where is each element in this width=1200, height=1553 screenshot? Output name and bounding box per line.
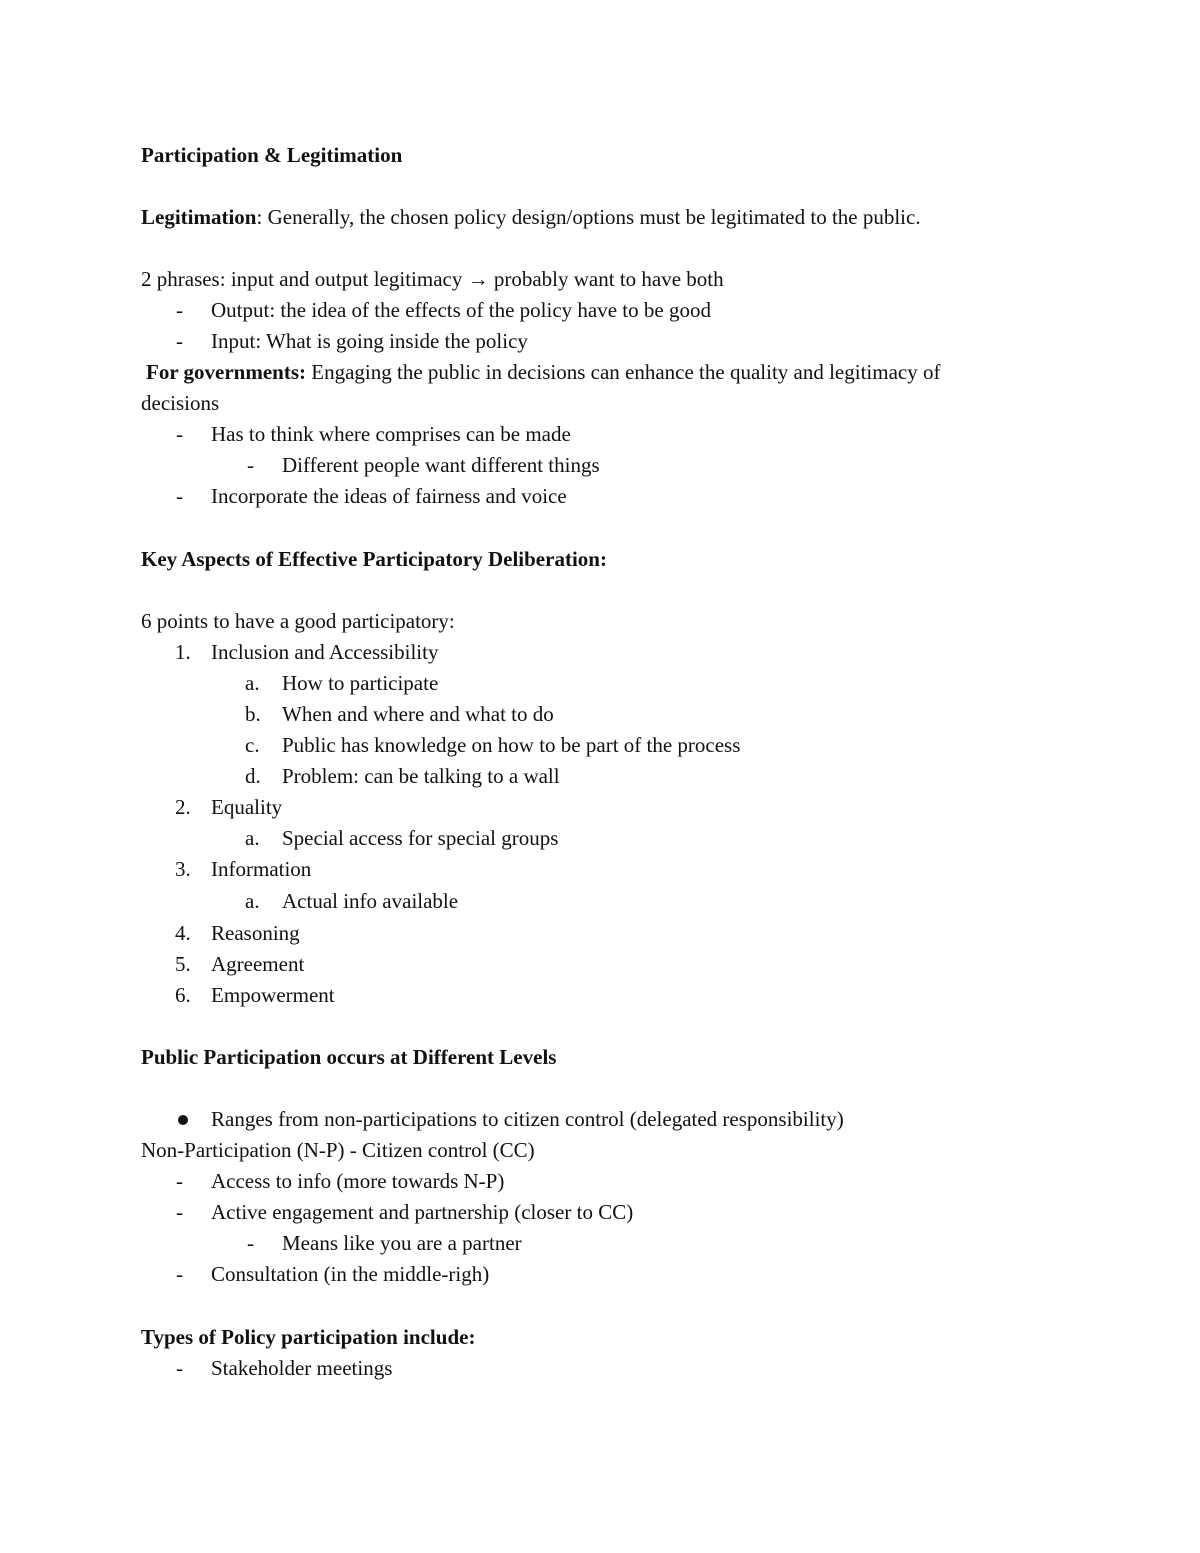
dash-marker: -: [247, 453, 254, 477]
phrases-intro: 2 phrases: input and output legitimacy → probably want to have both: [141, 267, 724, 291]
list-item: Agreement: [211, 952, 305, 976]
legitimation-term: Legitimation: [141, 205, 257, 229]
list-number: 3.: [175, 857, 191, 881]
governments-label: For governments:: [146, 360, 306, 384]
dash-marker: -: [176, 329, 183, 353]
legitimation-text: : Generally, the chosen policy design/options must be legitimated to the public.: [256, 205, 921, 229]
list-item: Ranges from non-participations to citizen control (delegated responsibility): [211, 1107, 844, 1131]
list-letter: a.: [245, 826, 260, 850]
levels-heading: Public Participation occurs at Different Levels: [141, 1045, 557, 1069]
list-item: Public has knowledge on how to be part of the process: [282, 733, 741, 757]
levels-scale: Non-Participation (N-P) - Citizen control (CC): [141, 1138, 535, 1162]
list-item: Actual info available: [282, 889, 459, 913]
list-item: Means like you are a partner: [282, 1231, 522, 1255]
list-number: 6.: [175, 983, 191, 1007]
list-item: Has to think where comprises can be made: [211, 422, 571, 446]
dash-marker: -: [176, 1262, 183, 1286]
bullet-icon: [178, 1115, 188, 1125]
list-letter: a.: [245, 671, 260, 695]
list-item: Different people want different things: [282, 453, 600, 477]
governments-text-continued: decisions: [141, 391, 220, 415]
list-item: Reasoning: [211, 921, 300, 945]
list-item: Special access for special groups: [282, 826, 559, 850]
list-item: Empowerment: [211, 983, 335, 1007]
list-letter: a.: [245, 889, 260, 913]
types-heading: Types of Policy participation include:: [141, 1325, 476, 1349]
list-item: Inclusion and Accessibility: [211, 640, 439, 664]
list-item: Equality: [211, 795, 283, 819]
dash-marker: -: [176, 422, 183, 446]
list-item: Consultation (in the middle-righ): [211, 1262, 490, 1286]
list-letter: c.: [245, 733, 260, 757]
list-number: 4.: [175, 921, 191, 945]
list-item: How to participate: [282, 671, 439, 695]
key-aspects-heading: Key Aspects of Effective Participatory Deliberation:: [141, 547, 607, 571]
page-title: Participation & Legitimation: [141, 143, 403, 167]
list-number: 5.: [175, 952, 191, 976]
dash-marker: -: [176, 1200, 183, 1224]
dash-marker: -: [176, 1169, 183, 1193]
list-number: 1.: [175, 640, 191, 664]
dash-marker: -: [176, 484, 183, 508]
list-letter: d.: [245, 764, 261, 788]
list-item: Access to info (more towards N-P): [211, 1169, 505, 1193]
legitimation-definition: [141, 202, 921, 233]
list-item: Incorporate the ideas of fairness and voice: [211, 484, 567, 508]
list-item: Information: [211, 857, 312, 881]
dash-marker: -: [176, 1356, 183, 1380]
governments-text: Engaging the public in decisions can enhance the quality and legitimacy of: [306, 360, 941, 384]
list-number: 2.: [175, 795, 191, 819]
list-item: Stakeholder meetings: [211, 1356, 393, 1380]
dash-marker: -: [247, 1231, 254, 1255]
key-aspects-intro: 6 points to have a good participatory:: [141, 609, 455, 633]
list-item: Active engagement and partnership (closer to CC): [211, 1200, 634, 1224]
list-letter: b.: [245, 702, 261, 726]
governments-paragraph: [146, 357, 940, 388]
list-item: When and where and what to do: [282, 702, 554, 726]
list-item: Problem: can be talking to a wall: [282, 764, 560, 788]
list-item: Output: the idea of the effects of the policy have to be good: [211, 298, 711, 322]
dash-marker: -: [176, 298, 183, 322]
list-item: Input: What is going inside the policy: [211, 329, 528, 353]
